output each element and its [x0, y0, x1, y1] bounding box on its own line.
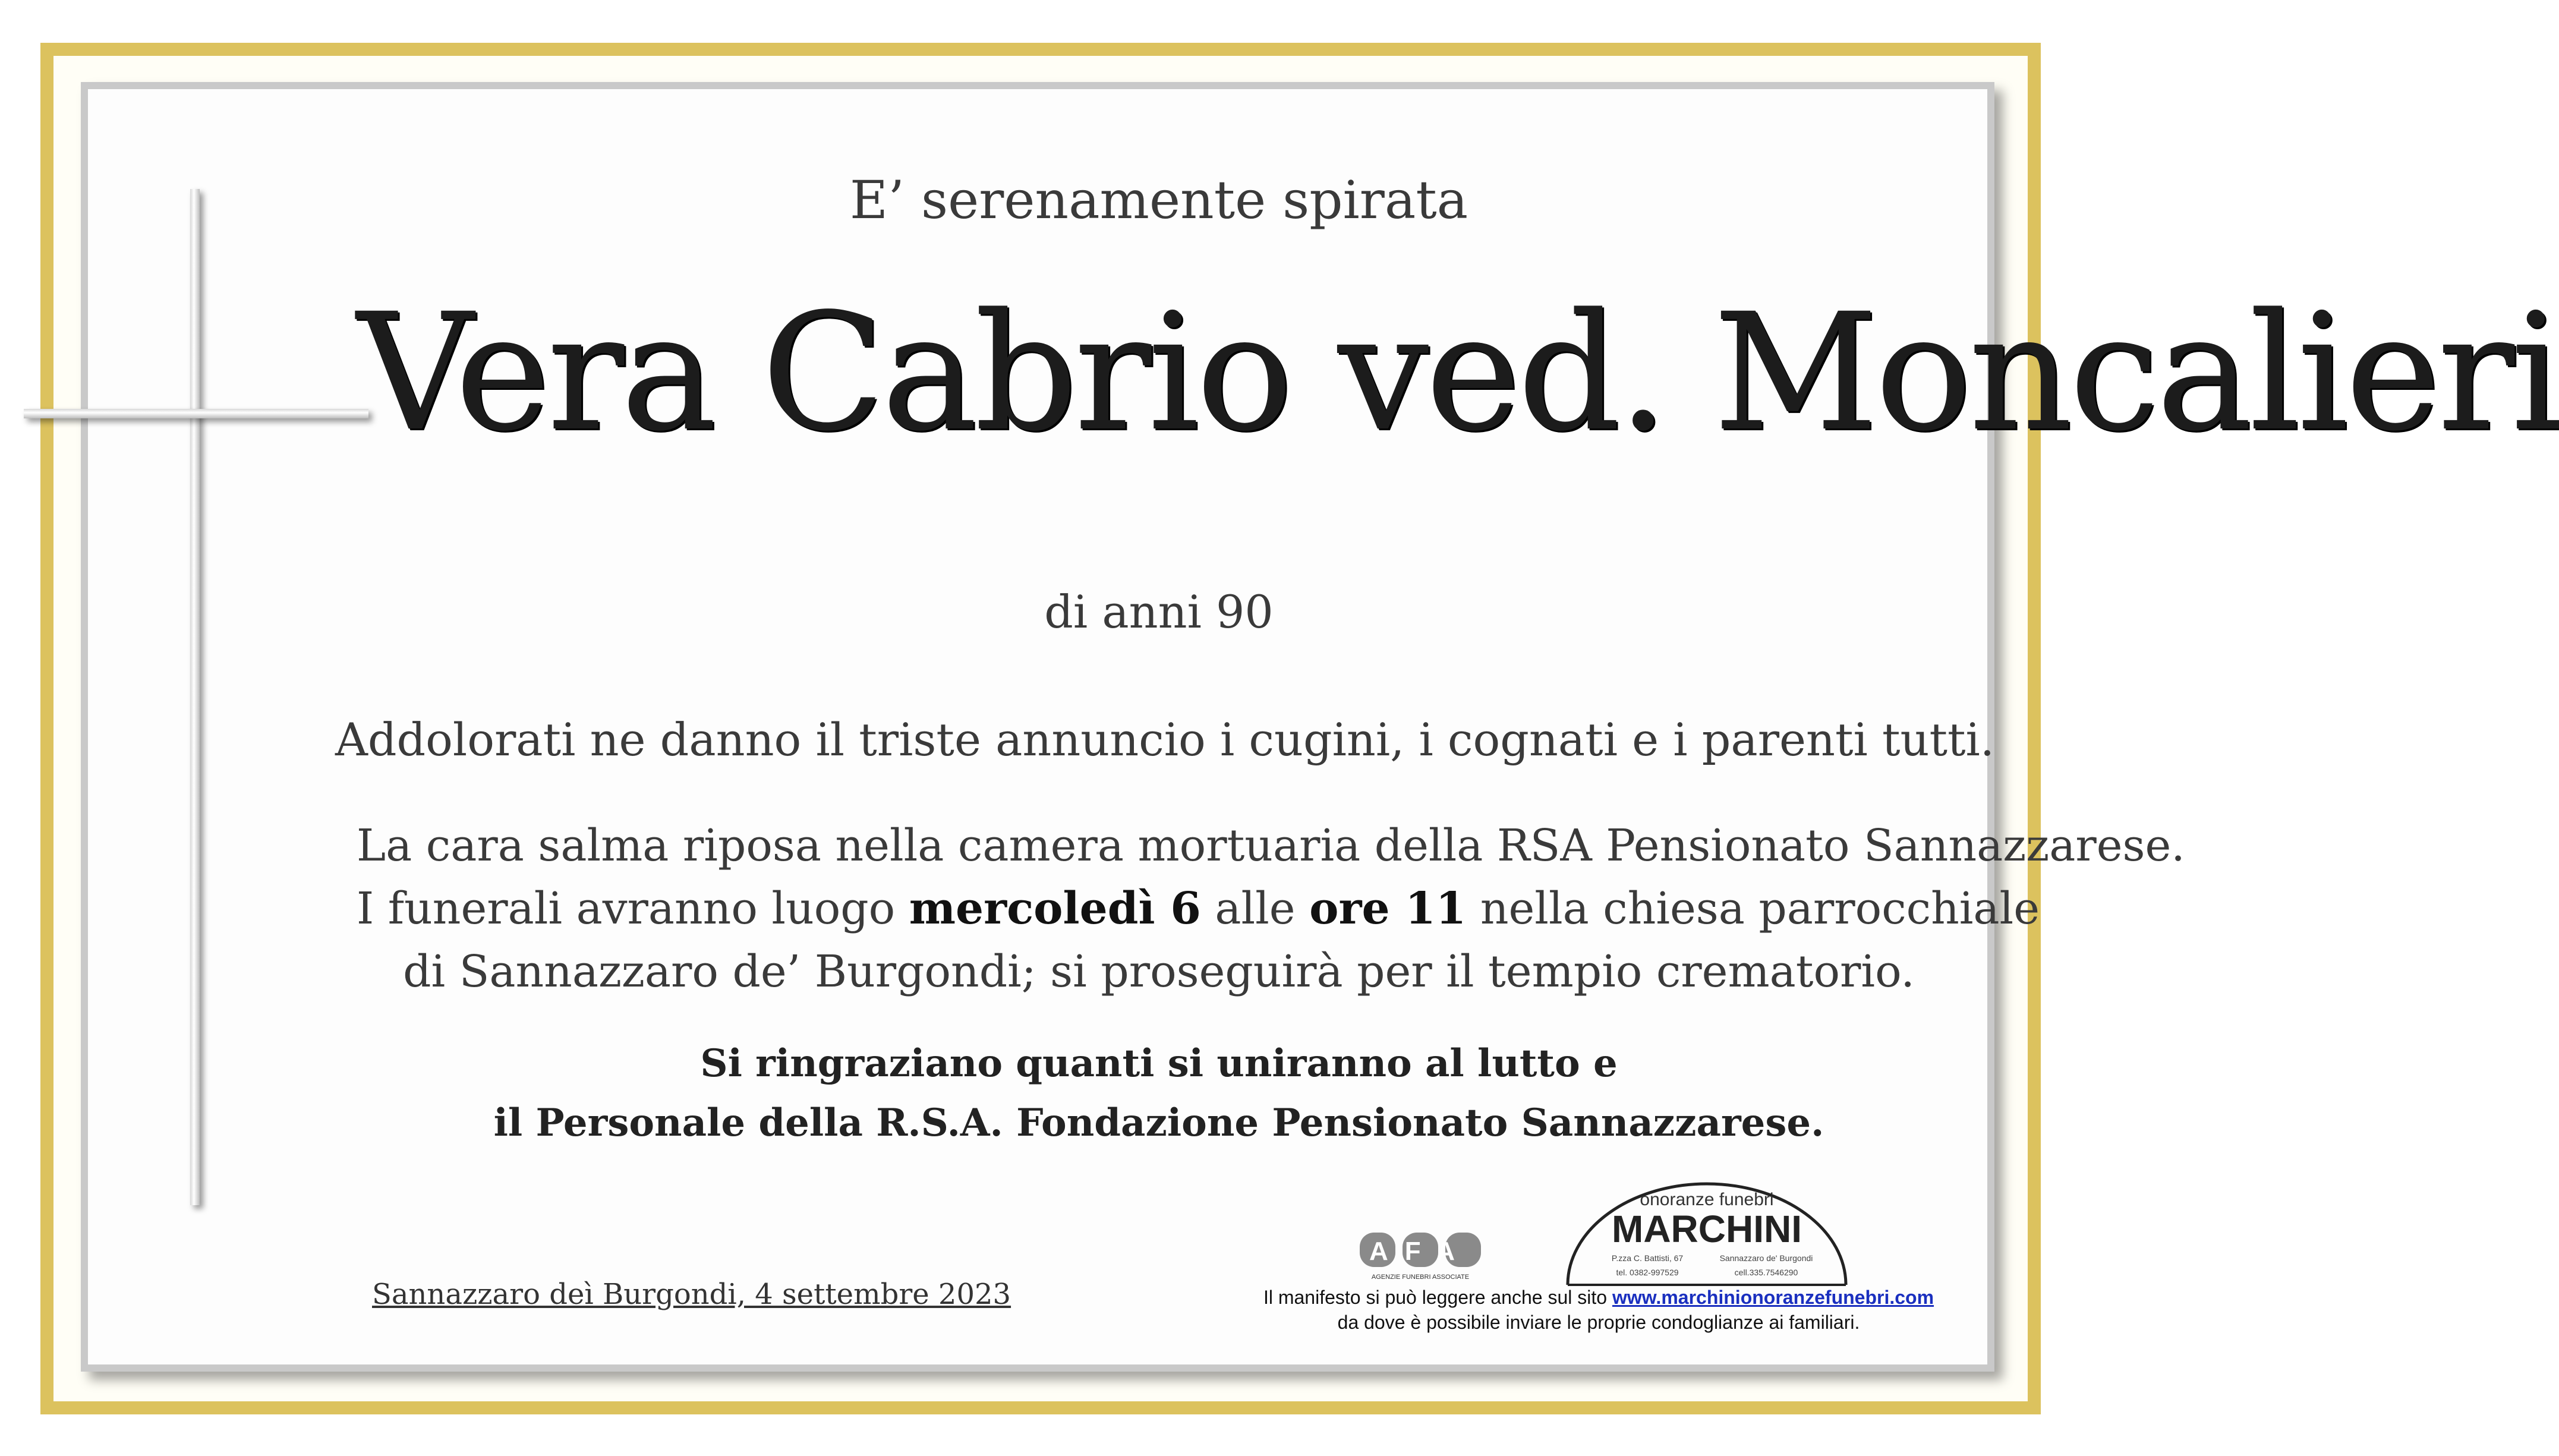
footer-line-2: da dove è possibile inviare le proprie condoglianze ai familiari. — [1337, 1312, 1860, 1333]
announcement-text: Addolorati ne danno il triste annuncio i cugini, i cognati e i parenti tutti. — [335, 713, 1995, 766]
svg-text:P.zza C. Battisti, 67: P.zza C. Battisti, 67 — [1611, 1253, 1684, 1263]
intro-text: E’ serenamente spirata — [849, 169, 1468, 231]
funeral-day: mercoledì 6 — [909, 883, 1201, 934]
svg-text:AGENZIE FUNEBRI ASSOCIATE: AGENZIE FUNEBRI ASSOCIATE — [1371, 1274, 1470, 1281]
thanks-line-1: Si ringraziano quanti si uniranno al lutto e — [700, 1041, 1618, 1086]
funeral-details — [357, 814, 2185, 1003]
funeral-line-3: di Sannazzaro de’ Burgondi; si proseguirà per il tempio crematorio. — [403, 946, 1915, 997]
afa-logo — [1355, 1224, 1486, 1284]
thanks-line-2: il Personale della R.S.A. Fondazione Pensionato Sannazzarese. — [493, 1101, 1824, 1145]
svg-text:Sannazzaro de' Burgondi: Sannazzaro de' Burgondi — [1719, 1253, 1813, 1263]
svg-text:onoranze funebri: onoranze funebri — [1640, 1190, 1774, 1209]
svg-text:tel. 0382-997529: tel. 0382-997529 — [1616, 1268, 1679, 1277]
footer-note — [1236, 1285, 1961, 1335]
date-place: Sannazzaro deì Burgondi, 4 settembre 2023 — [372, 1278, 1011, 1311]
cross-icon-vertical — [190, 189, 200, 1205]
cross-icon-horizontal — [24, 409, 368, 418]
deceased-name: Vera Cabrio ved. Moncalieri — [357, 279, 2559, 467]
funeral-line-1: La cara salma riposa nella camera mortuaria della RSA Pensionato Sannazzarese. — [357, 820, 2185, 871]
marchini-logo — [1564, 1177, 1849, 1290]
website-link[interactable]: www.marchinionoranzefunebri.com — [1612, 1287, 1934, 1308]
age-text: di anni 90 — [1044, 585, 1274, 638]
svg-text:AFA: AFA — [1369, 1237, 1471, 1266]
svg-text:cell.335.7546290: cell.335.7546290 — [1734, 1268, 1798, 1277]
thanks-text — [357, 1034, 1961, 1153]
svg-text:MARCHINI: MARCHINI — [1612, 1208, 1802, 1250]
footer-line-1: Il manifesto si può leggere anche sul sito www.marchinionoranzefunebri.com — [1263, 1287, 1934, 1308]
funeral-line-2: I funerali avranno luogo mercoledì 6 alle ore 11 nella chiesa parrocchiale — [357, 883, 2040, 934]
funeral-time: ore 11 — [1309, 883, 1467, 934]
